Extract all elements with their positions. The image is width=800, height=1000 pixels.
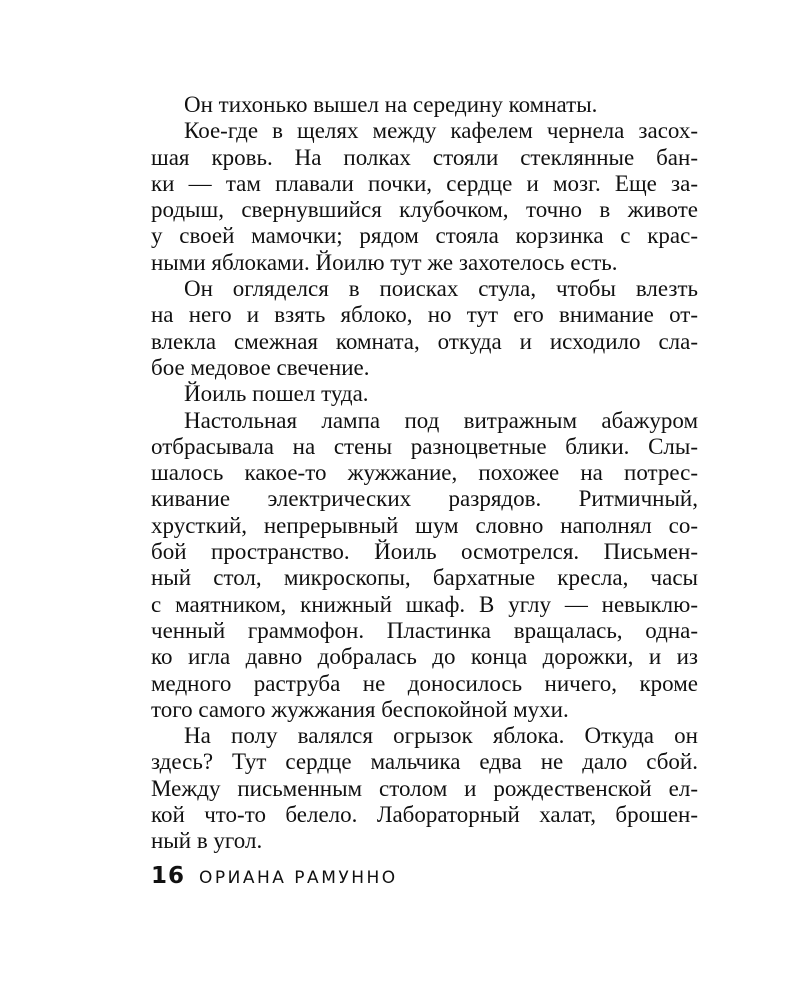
text-line: Он огляделся в поисках стула, чтобы влезть bbox=[184, 276, 698, 302]
text-line: того самого жужжания беспокойной мухи. bbox=[151, 696, 569, 722]
text-line: родыш, свернувшийся клубочком, точно в животе bbox=[151, 197, 698, 223]
text-line: бое медовое свечение. bbox=[151, 354, 370, 380]
text-line: Настольная лампа под витражным абажуром bbox=[184, 407, 698, 433]
text-line: кой что-то белело. Лабораторный халат, брошен- bbox=[151, 802, 698, 828]
text-line: на него и взять яблоко, но тут его внимание от- bbox=[151, 302, 698, 328]
page-footer bbox=[151, 863, 398, 893]
text-line: влекла смежная комната, откуда и исходило сла- bbox=[151, 328, 698, 354]
body-text bbox=[151, 92, 698, 855]
text-line: с маятником, книжный шкаф. В углу — невыклю- bbox=[151, 591, 698, 617]
text-line: Он тихонько вышел на середину комнаты. bbox=[184, 92, 598, 117]
text-line: ный в угол. bbox=[151, 828, 263, 854]
text-line: ченный граммофон. Пластинка вращалась, одна- bbox=[151, 617, 698, 643]
text-line: у своей мамочки; рядом стояла корзинка с крас- bbox=[151, 223, 698, 249]
text-line: шая кровь. На полках стояли стеклянные бан- bbox=[151, 144, 698, 170]
text-line: На полу валялся огрызок яблока. Откуда он bbox=[184, 723, 698, 749]
text-line: Кое-где в щелях между кафелем чернела засох- bbox=[184, 118, 698, 144]
text-line: здесь? Тут сердце мальчика едва не дало сбой. bbox=[151, 749, 698, 775]
text-line: бой пространство. Йоиль осмотрелся. Письмен- bbox=[151, 539, 698, 565]
text-line: кивание электрических разрядов. Ритмичный, bbox=[151, 486, 698, 512]
text-line: ко игла давно добралась до конца дорожки, и из bbox=[151, 644, 698, 670]
paragraph-4 bbox=[151, 381, 698, 407]
paragraph-1 bbox=[151, 92, 698, 118]
paragraph-6 bbox=[151, 723, 698, 854]
text-line: хрусткий, непрерывный шум словно наполнял со- bbox=[151, 512, 698, 538]
paragraph-5 bbox=[151, 408, 698, 724]
text-line: шалось какое-то жужжание, похожее на потрес- bbox=[151, 460, 698, 486]
page-number: 16 bbox=[151, 863, 186, 889]
text-line: ки — там плавали почки, сердце и мозг. Еще за- bbox=[151, 170, 698, 196]
text-line: Между письменным столом и рождественской ел- bbox=[151, 775, 698, 801]
text-line: отбрасывала на стены разноцветные блики. Слы- bbox=[151, 433, 698, 459]
paragraph-3 bbox=[151, 276, 698, 381]
text-line: ными яблоками. Йоилю тут же захотелось есть. bbox=[151, 249, 618, 275]
text-line: медного раструба не доносилось ничего, кроме bbox=[151, 670, 698, 696]
text-line: Йоиль пошел туда. bbox=[184, 381, 369, 407]
text-line: ный стол, микроскопы, бархатные кресла, часы bbox=[151, 565, 698, 591]
paragraph-2 bbox=[151, 118, 698, 276]
running-footer-author: ОРИАНА РАМУННО bbox=[199, 868, 398, 888]
